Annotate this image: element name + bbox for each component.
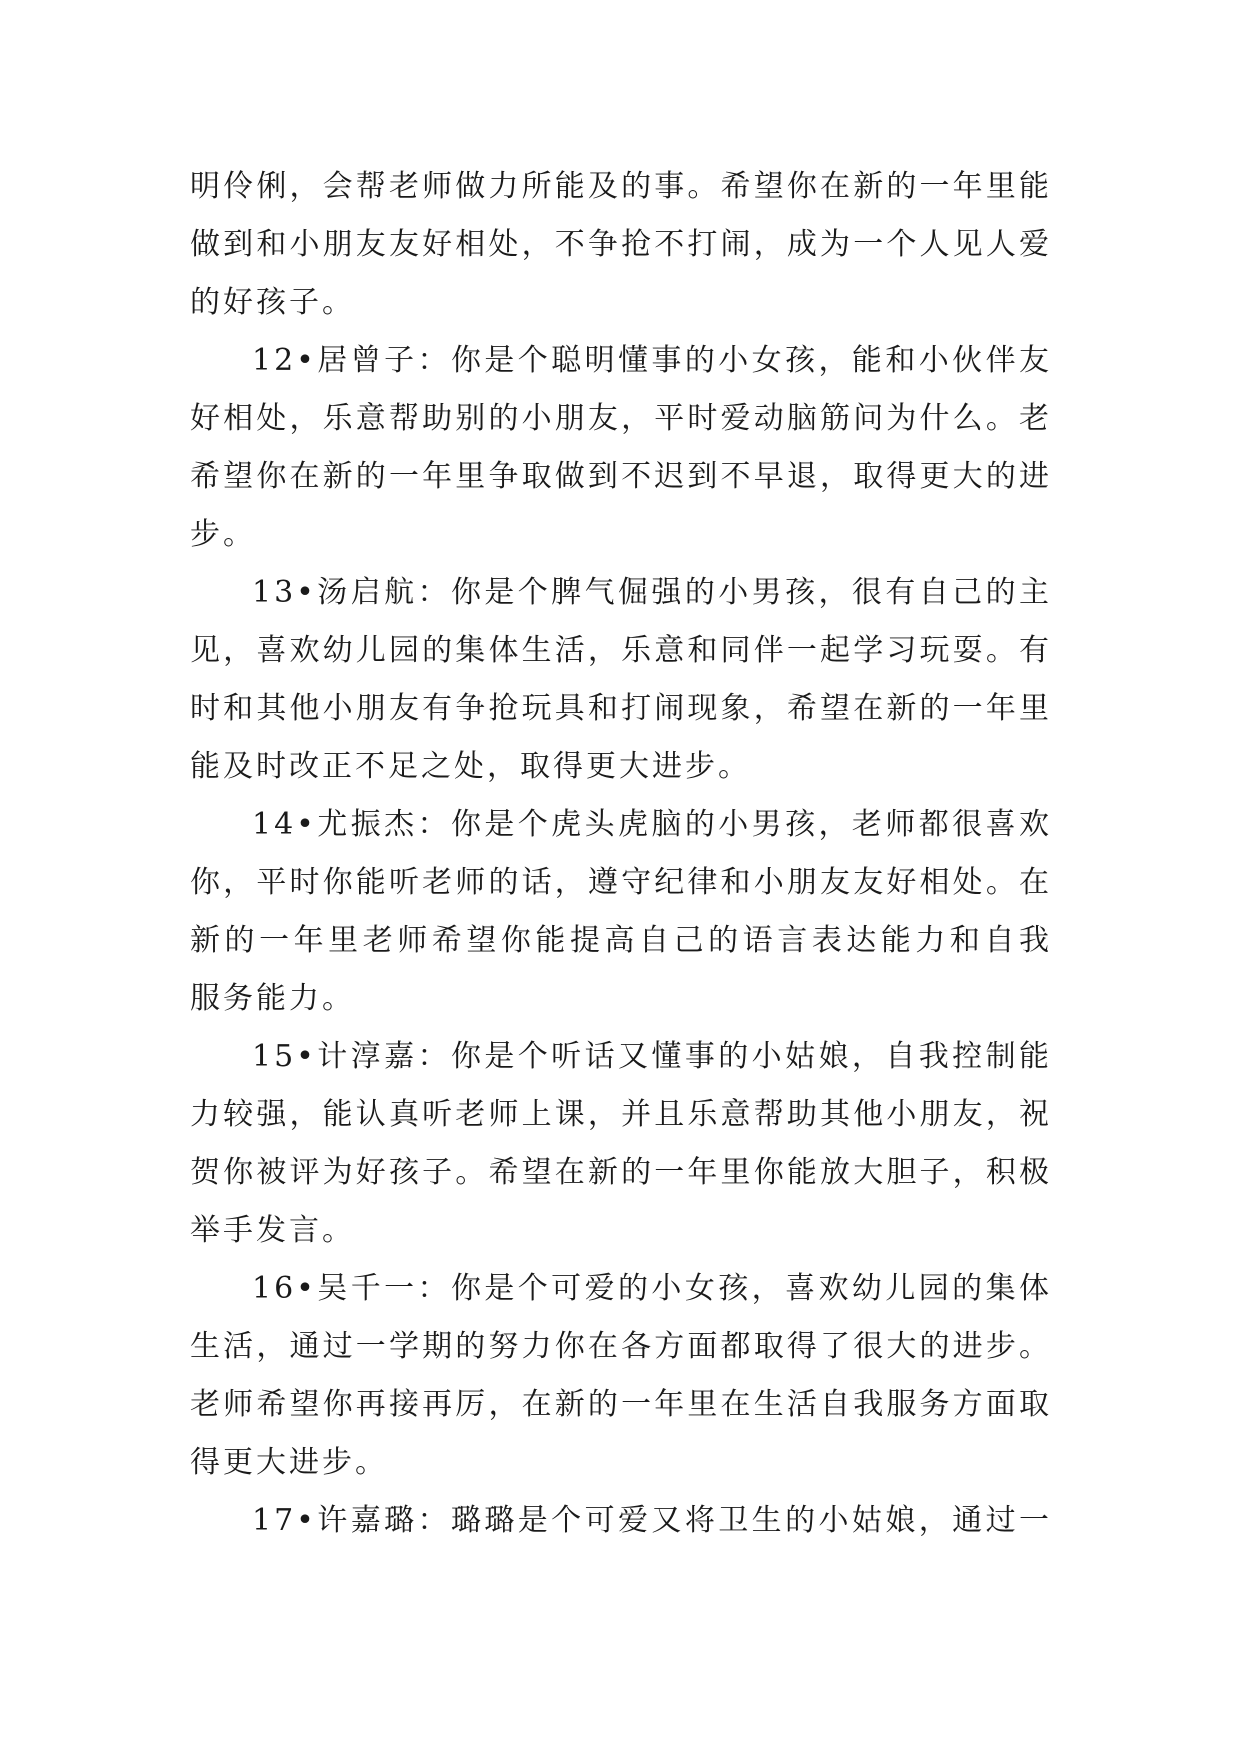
text-line: 老师希望你再接再厉，在新的一年里在生活自我服务方面取 [190,1387,1052,1422]
text-line: 力较强，能认真听老师上课，并且乐意帮助其他小朋友，祝 [190,1097,1052,1132]
text-line: 见，喜欢幼儿园的集体生活，乐意和同伴一起学习玩耍。有 [190,633,1052,668]
document-body [190,158,1052,1550]
text-line: 能及时改正不足之处，取得更大进步。 [190,749,751,784]
text-line: 步。 [190,517,256,552]
text-line: 生活，通过一学期的努力你在各方面都取得了很大的进步。 [190,1329,1052,1364]
text-line: 贺你被评为好孩子。希望在新的一年里你能放大胆子，积极 [190,1155,1052,1190]
text-line: 得更大进步。 [190,1445,388,1480]
text-line: 明伶俐，会帮老师做力所能及的事。希望你在新的一年里能 [190,169,1052,204]
entry-12-start: 12•居曾子：你是个聪明懂事的小女孩，能和小伙伴友 [252,343,1052,378]
entry-16-start: 16•吴千一：你是个可爱的小女孩，喜欢幼儿园的集体 [252,1271,1052,1306]
text-line: 时和其他小朋友有争抢玩具和打闹现象，希望在新的一年里 [190,691,1052,726]
entry-13-start: 13•汤启航：你是个脾气倔强的小男孩，很有自己的主 [252,575,1052,610]
entry-14-start: 14•尤振杰：你是个虎头虎脑的小男孩，老师都很喜欢 [252,807,1052,842]
entry-15-start: 15•计淳嘉：你是个听话又懂事的小姑娘，自我控制能 [252,1039,1052,1074]
text-line: 服务能力。 [190,981,355,1016]
text-line: 希望你在新的一年里争取做到不迟到不早退，取得更大的进 [190,459,1052,494]
text-line: 举手发言。 [190,1213,355,1248]
text-line: 的好孩子。 [190,285,355,320]
text-line: 你，平时你能听老师的话，遵守纪律和小朋友友好相处。在 [190,865,1052,900]
text-line: 好相处，乐意帮助别的小朋友，平时爱动脑筋问为什么。老 [190,401,1052,436]
text-line: 做到和小朋友友好相处，不争抢不打闹，成为一个人见人爱 [190,227,1052,262]
text-line: 新的一年里老师希望你能提高自己的语言表达能力和自我 [190,923,1052,958]
entry-17-start: 17•许嘉璐：璐璐是个可爱又将卫生的小姑娘，通过一 [252,1503,1052,1538]
